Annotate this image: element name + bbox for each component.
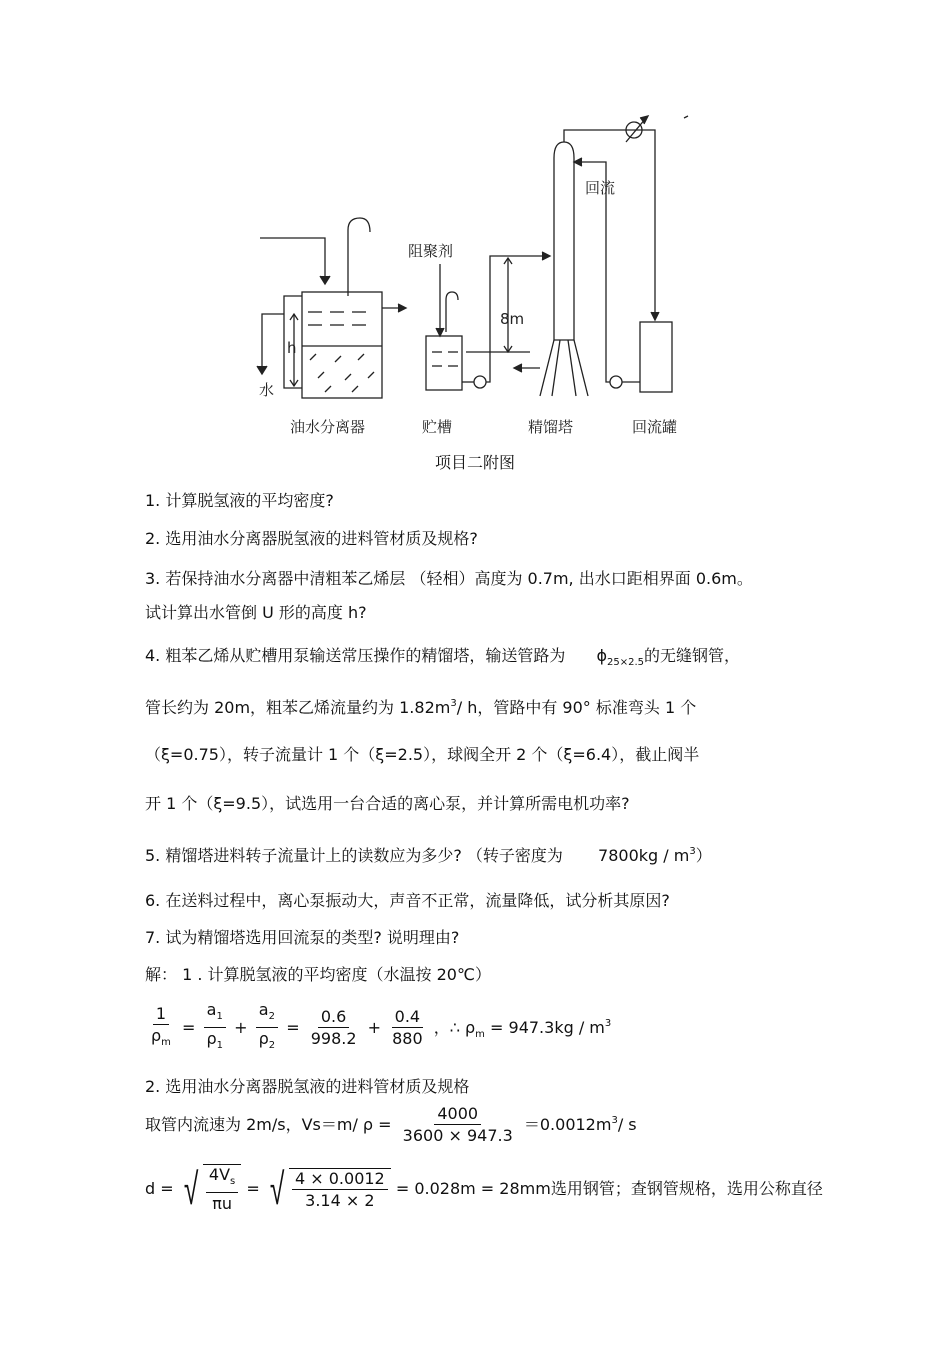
- feed-pump: [474, 376, 486, 388]
- question-7: 7. 试为精馏塔选用回流泵的类型? 说明理由?: [145, 928, 460, 947]
- question-3-cont: 试计算出水管倒 U 形的高度 h?: [145, 603, 367, 622]
- question-1: 1. 计算脱氢液的平均密度?: [145, 491, 334, 510]
- reflux-pump: [610, 376, 622, 388]
- question-2: 2. 选用油水分离器脱氢液的进料管材质及规格?: [145, 529, 478, 548]
- oil-water-separator: [302, 292, 382, 398]
- question-4-line4: 开 1 个（ξ=9.5），试选用一台合适的离心泵，并计算所需电机功率?: [145, 794, 630, 813]
- question-4: 4. 粗苯乙烯从贮槽用泵输送常压操作的精馏塔，输送管路为 $\phi_{25\times 2.5}$的无缝钢管，: [145, 646, 741, 668]
- label-water: 水: [259, 381, 275, 399]
- equation-density: $\frac{1}{\rho_m}$ = $\frac{a_1}{\rho_1}$ + $\frac{a_2}{\rho_2}$ = $\frac{0.6}{998.2}$ + $\frac{0.4}{880}$ ，∴ $\rho_m = 947.3kg / m^3$: [151, 1000, 612, 1051]
- label-height: 8m: [500, 310, 525, 328]
- question-4-line2: 管长约为 20m，粗苯乙烯流量约为 $1.82m^3/$ h，管路中有 90° 标准弯头 1 个: [145, 698, 697, 717]
- question-5: 5. 精馏塔进料转子流量计上的读数应为多少? （转子密度为 $7800kg / m^3$）: [145, 846, 712, 865]
- label-separator: 油水分离器: [290, 418, 366, 436]
- pipe-spec: $\phi_{25\times 2.5}$: [596, 646, 645, 668]
- process-flow-diagram: [0, 0, 950, 450]
- feed-pipe: [260, 238, 325, 282]
- label-reflux-tank: 回流罐: [632, 418, 678, 436]
- storage-tank: [426, 336, 462, 390]
- label-reflux: 回流: [585, 179, 616, 197]
- equation-flow: 取管内流速为 2m/s，Vs＝m/ ρ = $\frac{4000}{3600 \times 947.3}$ $=0.0012m^3/$ s: [145, 1104, 637, 1145]
- distillation-tower: [554, 142, 574, 340]
- label-inhibitor: 阻聚剂: [408, 242, 454, 260]
- figure-caption: 项目二附图: [434, 453, 515, 472]
- reflux-tank: [640, 322, 672, 392]
- question-3: 3. 若保持油水分离器中清粗苯乙烯层 （轻相）高度为 0.7m, 出水口距相界面 0.6m。: [145, 569, 753, 588]
- label-tank: 贮槽: [422, 418, 453, 436]
- question-6: 6. 在送料过程中，离心泵振动大，声音不正常，流量降低，试分析其原因?: [145, 891, 670, 910]
- solution-intro: 解： 1 . 计算脱氢液的平均密度（水温按 20℃）: [145, 965, 491, 984]
- label-h: h: [287, 339, 297, 357]
- equation-diameter: d = √ $\frac{4V_s}{\pi u}$ = √ $\frac{4 \times 0.0012}{3.14 \times 2}$ = 0.028m = 28mm选用钢管；查钢管规格，选用公称直径: [145, 1163, 823, 1215]
- question-4-line3: （ξ=0.75），转子流量计 1 个（ξ=2.5），球阀全开 2 个（ξ=6.4），截止阀半: [145, 745, 700, 764]
- label-tower: 精馏塔: [528, 418, 574, 436]
- solution-sub2: 2. 选用油水分离器脱氢液的进料管材质及规格: [145, 1077, 470, 1096]
- vent-pipe: [348, 218, 370, 296]
